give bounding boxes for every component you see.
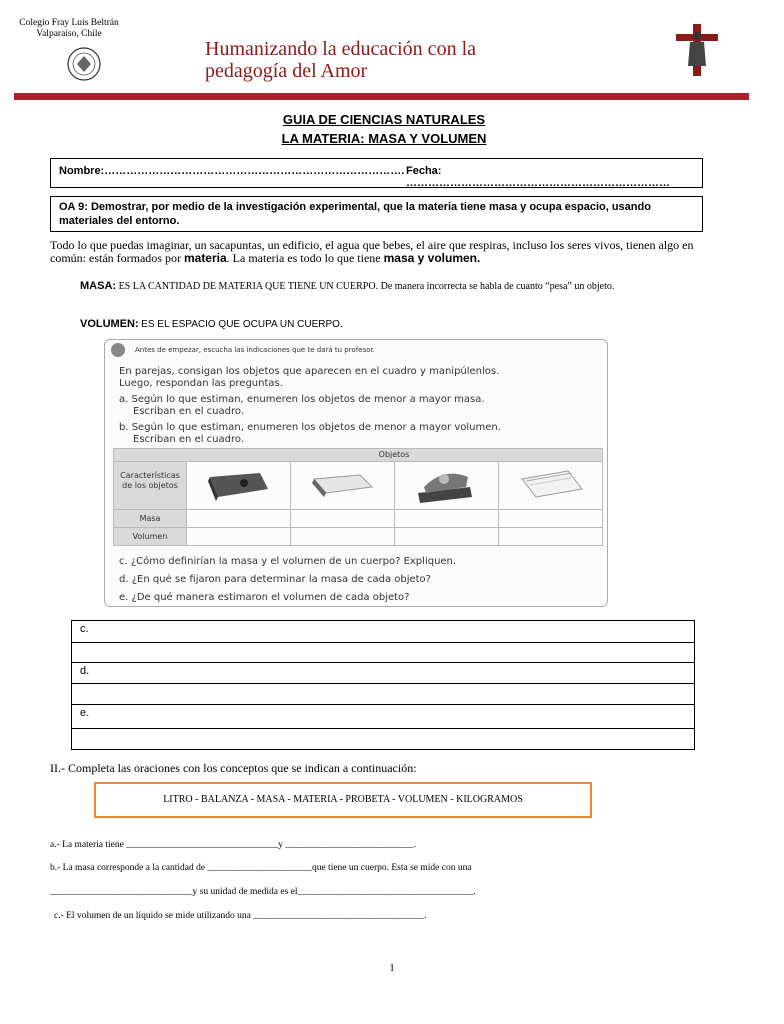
objective-text: OA 9: Demostrar, por medio de la investigación experimental, que la materia tiene masa y ocupa espacio, usando materiales del entorno. — [59, 201, 651, 227]
date-field[interactable]: Fecha: ……………………………………………………………… — [406, 165, 670, 189]
objects-header: Objetos — [186, 449, 602, 461]
answer-e-row[interactable]: e. — [71, 705, 695, 729]
activity-note: Antes de empezar, escucha las indicaciones que te dará tu profesor. — [135, 346, 375, 354]
activity-item-b: b. Según lo que estiman, enumeren los objetos de menor a mayor volumen. — [119, 422, 501, 433]
answer-c-line[interactable] — [71, 642, 695, 663]
masa-definition: MASA: ES LA CANTIDAD DE MATERIA QUE TIENE UN CUERPO. De manera incorrecta se habla de cuanto “pesa” un objeto. — [80, 280, 615, 292]
question-c: c. ¿Cómo definirían la masa y el volumen de un cuerpo? Expliquen. — [119, 556, 457, 567]
activity-instruction-2: Luego, respondan las preguntas. — [119, 378, 283, 389]
eraser-icon — [310, 471, 376, 499]
activity-item-a-2: Escriban en el cuadro. — [133, 406, 245, 417]
answer-d-line[interactable] — [71, 684, 695, 705]
activity-item-b-2: Escriban en el cuadro. — [133, 434, 245, 445]
objects-table — [113, 448, 603, 546]
school-name: Colegio Fray Luis Beltrán Valparaíso, Chile — [19, 18, 119, 39]
question-d: d. ¿En qué se fijaron para determinar la masa de cada objeto? — [119, 574, 431, 585]
friar-cross-icon — [672, 22, 722, 78]
question-e: e. ¿De qué manera estimaron el volumen de cada objeto? — [119, 592, 410, 603]
word-bank: LITRO - BALANZA - MASA - MATERIA - PROBETA - VOLUMEN - KILOGRAMOS — [94, 782, 592, 818]
answer-e-line[interactable] — [71, 729, 695, 750]
activity-item-a: a. Según lo que estiman, enumeren los objetos de menor a mayor masa. — [119, 394, 485, 405]
objective-box — [50, 196, 703, 232]
sentence-b-2[interactable]: ______________________________y su unidad de medida es el_____________________________________. — [50, 887, 476, 897]
answer-c-row[interactable]: c. — [71, 620, 695, 643]
listen-icon — [111, 343, 125, 357]
activity-instruction-1: En parejas, consigan los objetos que aparecen en el cuadro y manipúlenlos. — [119, 366, 500, 377]
motto: Humanizando la educación con la pedagogía del Amor — [205, 38, 476, 82]
notebook-icon — [516, 467, 586, 501]
intro-paragraph: Todo lo que puedas imaginar, un sacapuntas, un edificio, el agua que bebes, el aire que respiras, incluso los seres vivos, tienen algo en común: están formados por materia. La materia es todo lo que tiene masa y volumen. — [50, 238, 694, 265]
section-2-heading: II.- Completa las oraciones con los conceptos que se indican a continuación: — [50, 761, 417, 775]
characteristics-label: Características de los objetos — [114, 449, 186, 509]
masa-volumen-bold: masa y volumen. — [383, 251, 481, 265]
materia-bold: materia — [183, 251, 227, 265]
sentence-c[interactable]: c.- El volumen de un líquido se mide utilizando una ____________________________________. — [54, 911, 427, 921]
guide-subtitle: LA MATERIA: MASA Y VOLUMEN — [281, 131, 487, 146]
volumen-definition: VOLUMEN: ES EL ESPACIO QUE OCUPA UN CUERPO. — [80, 318, 343, 330]
masa-row-label: Masa — [114, 510, 186, 527]
stapler-icon — [414, 463, 476, 505]
volumen-row-label: Volumen — [114, 528, 186, 545]
activity-panel — [104, 339, 608, 607]
guide-title: GUIA DE CIENCIAS NATURALES — [282, 112, 486, 127]
sentence-a[interactable]: a.- La materia tiene ________________________________y ___________________________. — [50, 840, 416, 850]
name-date-box — [50, 158, 703, 188]
name-field[interactable]: Nombre:………………………………………………………………………. — [59, 165, 405, 177]
sentence-b-1[interactable]: b.- La masa corresponde a la cantidad de ______________________que tiene un cuerpo. Esta se mide con una — [50, 863, 472, 873]
sharpener-icon — [204, 467, 274, 503]
answer-d-row[interactable]: d. — [71, 663, 695, 684]
school-seal-icon — [66, 46, 102, 82]
header-divider — [14, 93, 749, 100]
page-number: 1 — [389, 962, 395, 974]
